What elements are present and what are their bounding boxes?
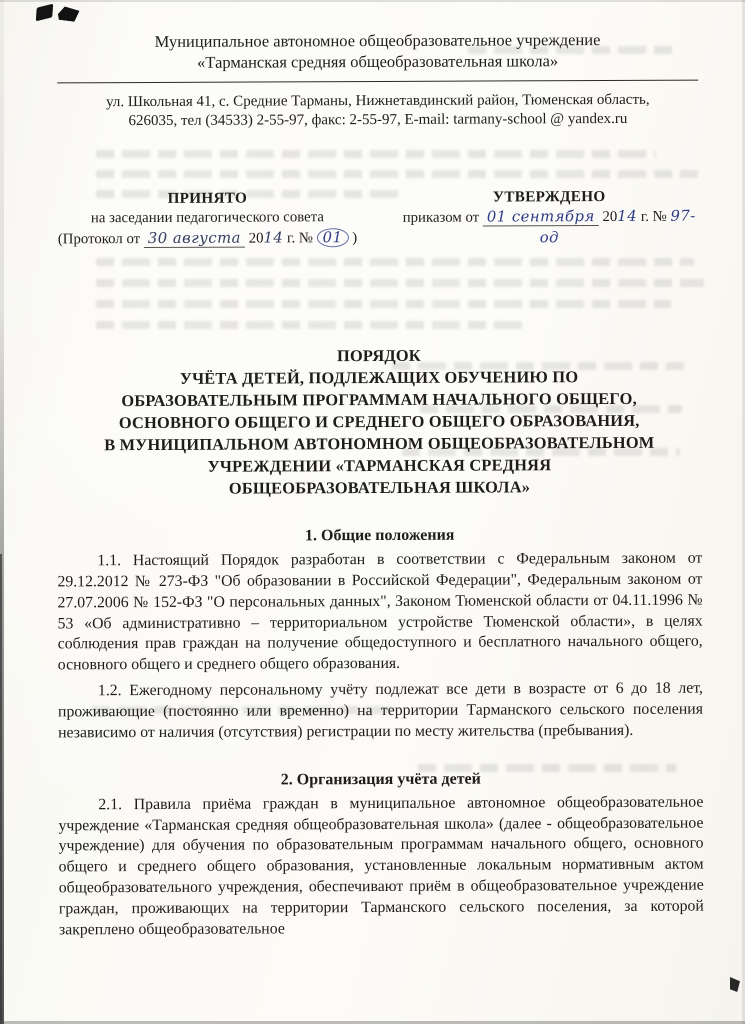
- document-header: [55, 29, 700, 75]
- header-divider: [57, 79, 698, 83]
- approved-block: [398, 187, 701, 249]
- handwritten-order-number: 97-од: [539, 207, 696, 246]
- document-title-line: ОБЩЕОБРАЗОВАТЕЛЬНАЯ ШКОЛА»: [228, 477, 531, 498]
- org-name-line2: «Тарманская средняя общеобразовательная школа»: [197, 51, 559, 73]
- body-paragraph: 1.2. Ежегодному персональному учёту подлежат все дети в возрасте от 6 до 18 лет, проживающие (постоянно или временно) на территории Тарманского сельского поселения независимо от наличия (отсутствия) регистрации по месту жительства (пребывания).: [57, 679, 704, 742]
- scan-ink-mark-icon: [57, 6, 80, 22]
- accepted-title: ПРИНЯТО: [167, 189, 248, 207]
- scan-edge-left: [0, 0, 4, 1024]
- accepted-block: [56, 188, 359, 250]
- document-title-line: В МУНИЦИПАЛЬНОМ АВТОНОМНОМ ОБЩЕОБРАЗОВАТЕЛЬНОМ: [104, 432, 655, 455]
- order-prefix: приказом от: [402, 209, 480, 226]
- approved-title: УТВЕРЖДЕНО: [492, 187, 606, 206]
- org-address: [55, 90, 700, 131]
- handwritten-order-date: 01 сентября: [483, 208, 599, 227]
- handwritten-protocol-number: 01: [317, 228, 349, 247]
- document-content: [55, 29, 704, 941]
- document-title-line: ПОРЯДОК: [336, 345, 421, 366]
- handwritten-protocol-date: 30 августа: [144, 229, 245, 247]
- protocol-suffix: ): [352, 229, 358, 246]
- section-heading: 1. Общие положения: [304, 526, 455, 545]
- section-heading: 2. Организация учёта детей: [280, 770, 481, 789]
- org-address-line2: 626035, тел (34533) 2-55-97, факс: 2-55-97, E-mail: tarmany-school @ yandex.ru: [128, 110, 628, 130]
- scan-edge-top: [0, 0, 745, 2]
- scan-ink-mark-icon: [730, 977, 740, 992]
- scan-ink-mark-icon: [36, 4, 53, 22]
- protocol-prefix: (Протокол от: [57, 230, 141, 247]
- document-title-line: УЧРЕЖДЕНИИ «ТАРМАНСКАЯ СРЕДНЯЯ: [207, 455, 552, 476]
- protocol-line: [56, 228, 359, 250]
- org-address-line1: ул. Школьная 41, с. Средние Тарманы, Нижнетавдинский район, Тюменская область,: [106, 91, 650, 111]
- body-paragraph: 2.1. Правила приёма граждан в муниципальное автономное общеобразовательное учреждение «Тарманская средняя общеобразовательная школа» (далее - общеобразовательное учреждение) для обучения по образовательным программам начального общего, основного общего и среднего общего образования, установленные локальным нормативным актом общеобразовательного учреждения, обеспечивают приём в общеобразовательное учреждение граждан, проживающих на территории Тарманского сельского поселения, за которой закреплено общеобразовательное: [58, 793, 704, 939]
- scan-edge-left-line: [0, 554, 2, 1024]
- document-title-line: ОСНОВНОГО ОБЩЕГО И СРЕДНЕГО ОБЩЕГО ОБРАЗОВАНИЯ,: [118, 410, 640, 433]
- order-year-printed: 20: [602, 208, 618, 226]
- accepted-subtitle: на заседании педагогического совета: [90, 209, 324, 227]
- document-title: [56, 344, 702, 501]
- handwritten-protocol-year: 14: [263, 228, 284, 247]
- org-name-line1: Муниципальное автономное общеобразовательное учреждение: [154, 30, 601, 51]
- document-sections: [57, 526, 704, 941]
- body-paragraph: 1.1. Настоящий Порядок разработан в соответствии с Федеральным законом от 29.12.2012 № 273-ФЗ "Об образовании в Российской Федерации", Федеральным законом от 27.07.2006 № 152-ФЗ "О персональных данных", Законом Тюменской области от 04.11.1996 № 53 «Об административно – территориальном устройстве Тюменской области», в целях соблюдения прав граждан на получение общедоступного и бесплатного начального общего, основного общего и среднего общего образования.: [57, 549, 703, 674]
- document-title-line: ОБРАЗОВАТЕЛЬНЫМ ПРОГРАММАМ НАЧАЛЬНОГО ОБЩЕГО,: [121, 388, 637, 411]
- protocol-year-printed: 20: [248, 230, 264, 247]
- handwritten-order-year: 14: [617, 207, 638, 225]
- order-number-label: г. №: [640, 208, 667, 225]
- document-title-line: УЧЁТА ДЕТЕЙ, ПОДЛЕЖАЩИХ ОБУЧЕНИЮ ПО: [179, 367, 579, 388]
- order-line: [398, 207, 701, 249]
- protocol-number-label: г. №: [286, 229, 313, 246]
- approval-row: [56, 187, 701, 251]
